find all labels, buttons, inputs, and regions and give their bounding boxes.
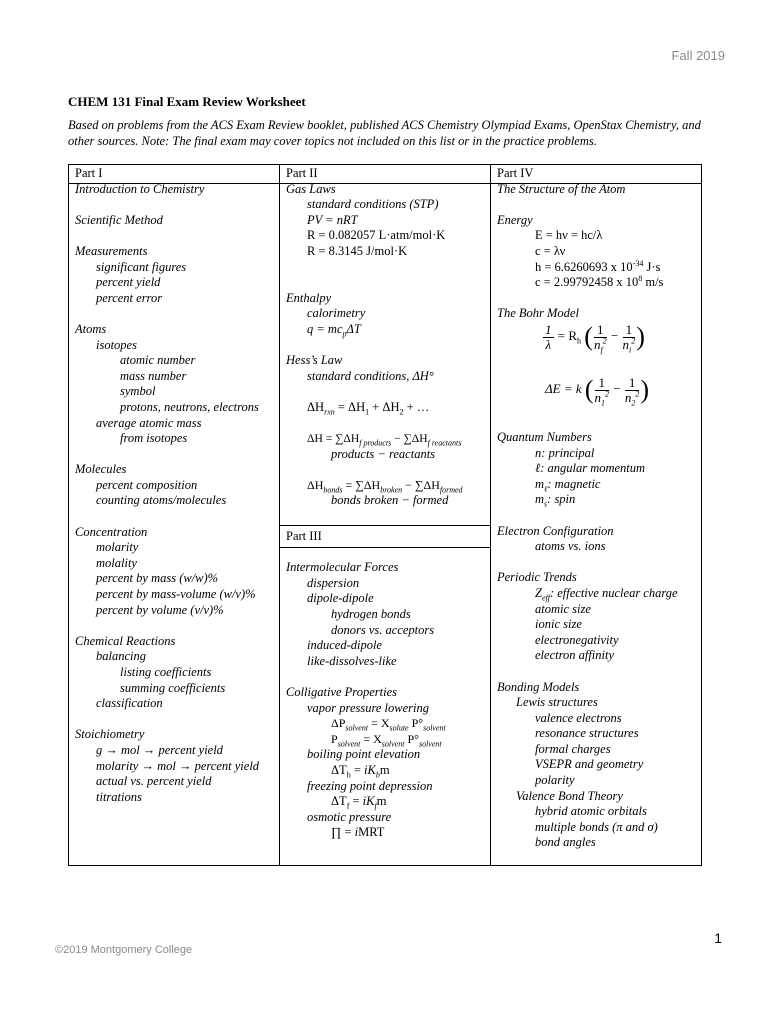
part1-line: listing coefficients	[120, 665, 212, 679]
part2-line: $\Delta H_{rxn} = \Delta H_1 + \Delta H_2$ + …	[307, 399, 430, 417]
part3-heading: Part III	[286, 529, 322, 543]
part1-line: summing coefficients	[120, 680, 226, 695]
part4-column-lower	[497, 430, 701, 851]
part1-heading: Part I	[75, 166, 103, 180]
part4-line: The Bohr Model	[497, 306, 579, 321]
part3-line: vapor pressure lowering	[307, 700, 429, 715]
part1-line: percent composition	[96, 477, 198, 492]
part4-line: $m_s$: spin	[535, 492, 576, 509]
part1-line: balancing	[96, 649, 146, 664]
part1-line: Measurements	[75, 243, 148, 258]
part3-line: like-dissolves-like	[307, 653, 397, 668]
part3-line: dispersion	[307, 575, 360, 590]
part4-line: Energy	[497, 212, 533, 227]
part4-line: c = λν	[535, 243, 566, 258]
part4-line: formal charges	[535, 741, 611, 756]
copyright-footer: ©2019 Montgomery College	[55, 944, 193, 956]
part3-line: dipole-dipole	[307, 591, 374, 606]
part2-line: $q = mc_p\Delta T$	[307, 321, 361, 339]
part4-line: Bonding Models	[497, 679, 580, 694]
part3-line: $\Delta P_{solvent} = X_{solute}$ $P^\circ_{solvent}$	[331, 716, 446, 733]
part4-line: resonance structures	[535, 726, 639, 741]
part1-line: symbol	[120, 384, 156, 399]
part4-line: Lewis structures	[516, 695, 598, 710]
part2-line: Gas Laws	[286, 181, 336, 196]
part3-line: induced-dipole	[307, 638, 382, 653]
column-divider-1	[279, 165, 280, 865]
part1-line: g → mol → percent yield	[96, 742, 223, 757]
part4-line: bond angles	[535, 835, 596, 850]
part1-line: from isotopes	[120, 431, 188, 446]
part1-line: molarity → mol → percent yield	[96, 758, 260, 773]
part1-line: percent yield	[96, 275, 161, 290]
part1-line: molality	[96, 555, 137, 570]
part3-line: donors vs. acceptors	[331, 622, 435, 637]
part4-line: Quantum Numbers	[497, 430, 592, 444]
part1-line: classification	[96, 696, 163, 711]
part1-line: percent by mass-volume (w/v)%	[96, 587, 256, 602]
part1-column	[75, 166, 275, 805]
part4-line: electron affinity	[535, 648, 615, 663]
part4-line: E = hν = hc/λ	[535, 228, 603, 243]
part3-top-rule	[279, 525, 490, 526]
part1-line: Stoichiometry	[75, 727, 145, 742]
bohr-equation-2: ΔE = k ( $\frac{1}{n_1^2}$ − $\frac{1}{n_2^2}$ )	[545, 374, 650, 408]
part4-line: polarity	[535, 773, 575, 788]
part1-line: significant figures	[96, 259, 187, 274]
part3-line: $\Delta T_f = iK_fm$	[331, 794, 387, 811]
part4-line: Periodic Trends	[497, 570, 577, 585]
part2-line: $\Delta H = \sum\Delta H_{f products} - \sum\Delta H_{f reactants}$	[307, 432, 462, 448]
part2-line: products − reactants	[331, 446, 436, 461]
part1-line: percent by mass (w/w)%	[96, 571, 219, 586]
part3-line: ∏ = iMRT	[331, 825, 385, 840]
part3-line: boiling point elevation	[307, 747, 421, 762]
part4-line: hybrid atomic orbitals	[535, 804, 647, 819]
part4-line: ionic size	[535, 617, 582, 632]
part1-line: protons, neutrons, electrons	[120, 399, 259, 414]
part2-line: Hess’s Law	[286, 353, 343, 368]
part4-line: electronegativity	[535, 632, 619, 647]
part1-line: titrations	[96, 789, 142, 804]
part1-line: Scientific Method	[75, 212, 163, 227]
part2-line: bonds broken − formed	[331, 493, 449, 508]
part2-line: R = 8.3145 J/mol·K	[307, 243, 408, 258]
part3-line: Intermolecular Forces	[286, 560, 399, 575]
document-title: CHEM 131 Final Exam Review Worksheet	[68, 94, 306, 109]
part3-line: $\Delta T_b = iK_bm$	[331, 762, 390, 780]
part3-line: hydrogen bonds	[331, 606, 411, 621]
part4-line: h = 6.6260693 x $10^{-34}$ J·s	[535, 258, 661, 274]
part2-heading: Part II	[286, 166, 318, 180]
part1-line: Atoms	[75, 321, 107, 336]
part2-line: standard conditions, ΔH°	[307, 368, 434, 383]
part4-line: $m_\ell$: magnetic	[535, 476, 601, 494]
part4-line: The Structure of the Atom	[497, 181, 626, 196]
header-term: Fall 2019	[671, 48, 725, 63]
part1-line: Introduction to Chemistry	[75, 181, 205, 196]
part1-line: average atomic mass	[96, 415, 202, 430]
part2-line: $\Delta H_{bonds} = \sum\Delta H_{broken} - \sum\Delta H_{formed}$	[307, 477, 463, 495]
part4-line: atomic size	[535, 601, 591, 616]
part4-line: c = 2.99792458 x $10^8$ m/s	[535, 274, 664, 290]
part4-line: ℓ: angular momentum	[535, 461, 646, 476]
part4-line: Electron Configuration	[497, 523, 614, 538]
part3-line: osmotic pressure	[307, 809, 392, 824]
part2-column	[286, 166, 491, 509]
part4-line: valence electrons	[535, 710, 622, 725]
part1-line: counting atoms/molecules	[96, 493, 227, 508]
page-number: 1	[714, 930, 722, 946]
bohr-equation-1: $\frac{1}{\lambda}$ = $R_h$ ( $\frac{1}{n_f^2}$ − $\frac{1}{n_i^2}$ )	[545, 321, 645, 355]
part3-column	[286, 529, 491, 841]
part1-line: Concentration	[75, 524, 148, 539]
part1-line: isotopes	[96, 337, 137, 352]
part2-line: standard conditions (STP)	[307, 197, 439, 212]
part1-line: Molecules	[75, 462, 127, 477]
part3-line: Colligative Properties	[286, 684, 397, 699]
part2-line: R = 0.082057 L·atm/mol·K	[307, 228, 446, 243]
part1-line: actual vs. percent yield	[96, 774, 212, 789]
part4-line: multiple bonds (π and σ)	[535, 819, 658, 834]
part1-line: mass number	[120, 368, 187, 383]
part1-line: atomic number	[120, 353, 196, 368]
part3-line: freezing point depression	[307, 778, 433, 793]
part1-line: Chemical Reactions	[75, 633, 176, 648]
part1-line: percent error	[96, 290, 163, 305]
part4-line: atoms vs. ions	[535, 539, 606, 554]
part1-line: percent by volume (v/v)%	[96, 602, 224, 617]
part4-column	[497, 166, 701, 322]
document-intro: Based on problems from the ACS Exam Review booklet, published ACS Chemistry Olympiad Exams, OpenStax Chemistry, and other sources. Note: The final exam may cover topics not included on this list or in the practice problems.	[68, 118, 701, 148]
part4-line: VSEPR and geometry	[535, 757, 644, 772]
part3-line: $P_{solvent} = X_{solvent}$ $P^\circ_{solvent}$	[331, 731, 442, 749]
part4-line: Valence Bond Theory	[516, 788, 623, 803]
part1-line: molarity	[96, 540, 139, 555]
part2-line: calorimetry	[307, 306, 366, 321]
part4-line: n: principal	[535, 445, 595, 460]
part4-heading: Part IV	[497, 166, 534, 180]
part4-line: $Z_{eff}$: effective nuclear charge	[535, 585, 678, 603]
part2-line: Enthalpy	[286, 290, 332, 305]
part2-line: PV = nRT	[307, 212, 358, 227]
